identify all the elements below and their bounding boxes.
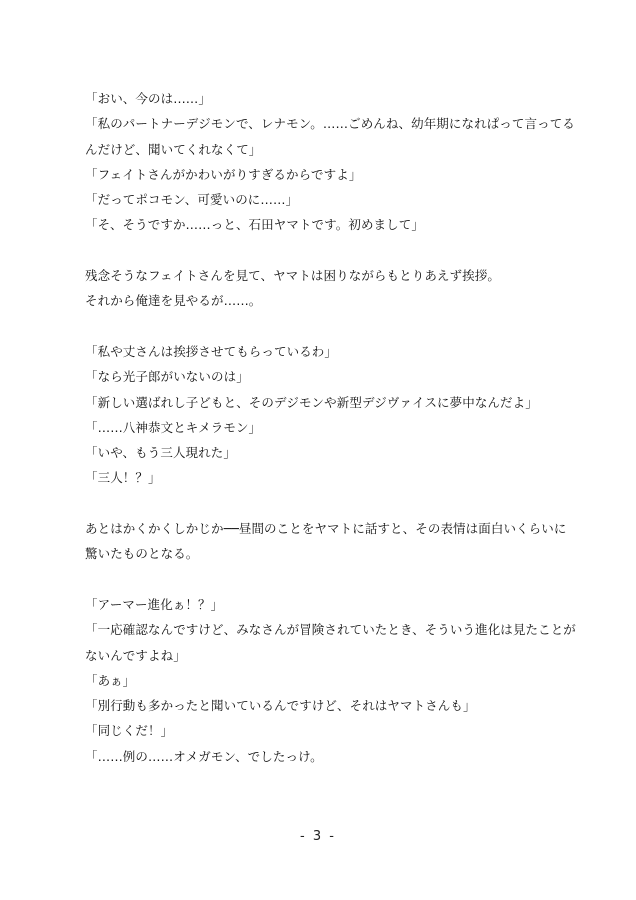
paragraph-gap [85, 314, 560, 339]
text-line: んだけど、聞いてくれなくて」 [85, 141, 262, 157]
text-line: 「……八神恭文とキメラモン」 [85, 419, 262, 435]
text-line: 「新しい選ばれし子どもと、そのデジモンや新型デジヴァイスに夢中なんだよ」 [85, 394, 538, 410]
text-line: 「私のパートナーデジモンで、レナモン。……ごめんね、幼年期になれぱって言ってる [85, 116, 575, 132]
text-line: 残念そうなフェイトさんを見て、ヤマトは困りながらもとりあえず挨拶。 [85, 268, 500, 284]
page-number: - 3 - [300, 829, 336, 844]
text-line: 「おい、今のは……」 [85, 91, 212, 106]
text-line: 「そ、そうですか……っと、石田ヤマトです。初めまして」 [85, 217, 424, 233]
text-line: 「フェイトさんがかわいがりすぎるからですよ」 [85, 166, 362, 182]
text-line: あとはかくかくしかじか──昼間のことをヤマトに話すと、その表情は面白いくらいに [85, 521, 567, 537]
text-line: 「同じくだ！」 [85, 723, 174, 739]
text-line: 「いや、もう三人現れた」 [85, 445, 236, 461]
text-line: 「アーマー進化ぁ！？」 [85, 596, 224, 612]
text-line: 驚いたものとなる。 [85, 546, 199, 562]
text-line: 「あぁ」 [85, 672, 136, 688]
paragraph-gap [85, 491, 560, 516]
text-line: それから俺達を見やるが……。 [85, 293, 262, 309]
text-line: 「三人！？」 [85, 470, 161, 486]
text-line: 「私や丈さんは挨拶させてもらっているわ」 [85, 343, 338, 359]
text-line: 「一応確認なんですけど、みなさんが冒険されていたとき、そういう進化は見たことが [85, 622, 576, 638]
text-line: 「なら光子郎がいないのは」 [85, 369, 249, 385]
text-line: 「別行動も多かったと聞いているんですけど、それはヤマトさんも」 [85, 698, 476, 714]
text-line: 「……例の……オメガモン、でしたっけ。 [85, 748, 323, 764]
body-text [85, 86, 576, 769]
text-line: ないんですよね」 [85, 647, 186, 663]
text-line: 「だってポコモン、可愛いのに……」 [85, 192, 299, 208]
paragraph-gap [85, 238, 560, 263]
paragraph-gap [85, 567, 560, 592]
